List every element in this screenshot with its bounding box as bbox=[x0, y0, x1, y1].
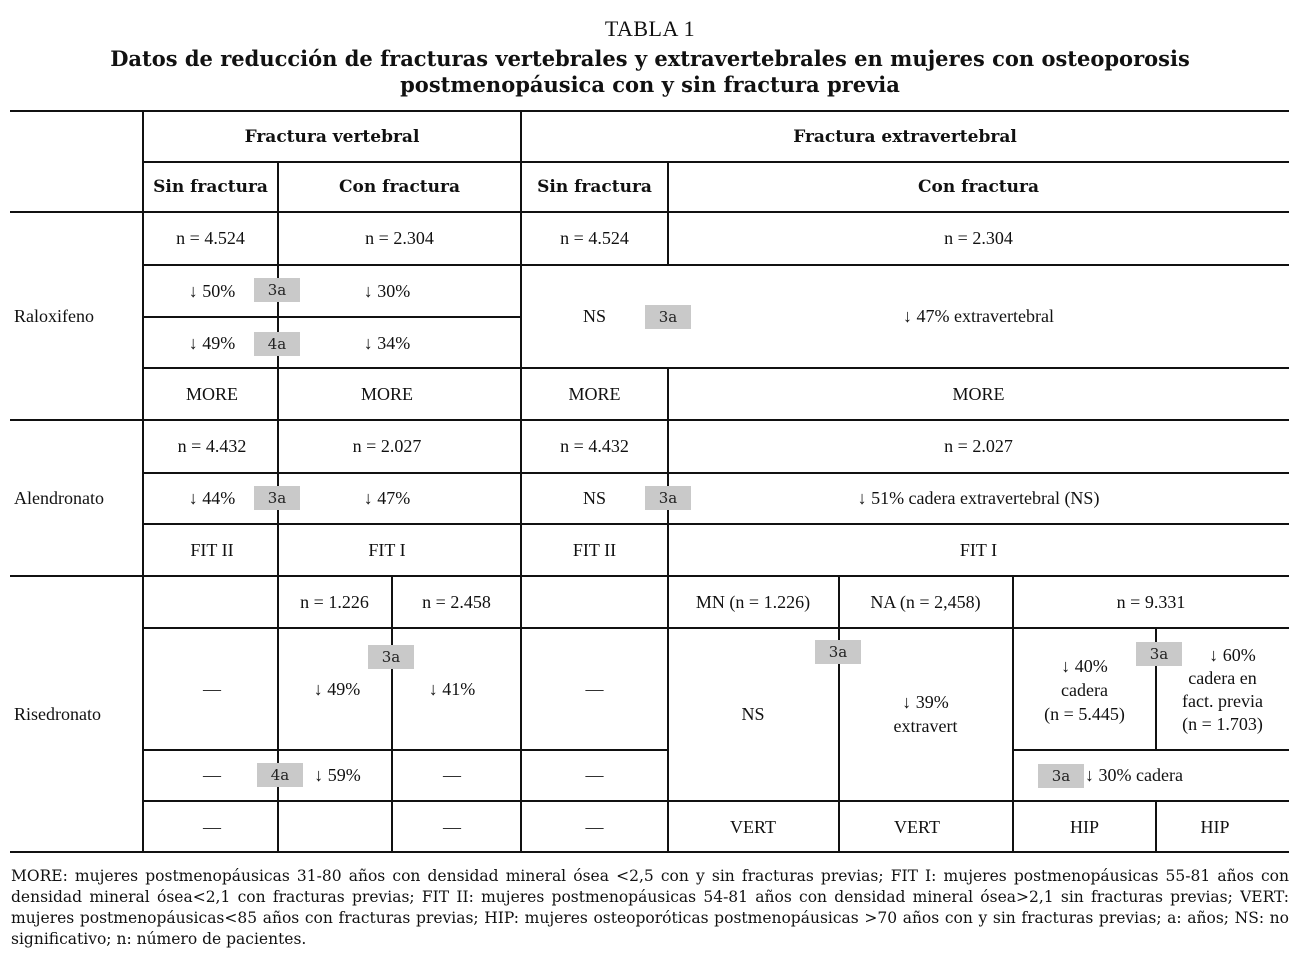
cell: MORE bbox=[952, 383, 1005, 404]
header-v-con-fractura: Con fractura bbox=[339, 176, 460, 197]
cell: NS bbox=[582, 488, 606, 508]
evidence-badge: 3a bbox=[254, 278, 300, 302]
row-label-raloxifeno: Raloxifeno bbox=[14, 305, 94, 326]
evidence-badge: 3a bbox=[368, 645, 414, 669]
cell bbox=[1013, 640, 1156, 740]
cell: FIT I bbox=[959, 539, 998, 560]
cell: n = 2.027 bbox=[944, 436, 1013, 456]
row-label-alendronato: Alendronato bbox=[14, 487, 104, 508]
evidence-badge: 4a bbox=[257, 763, 303, 787]
cell: MN (n = 1.226) bbox=[695, 591, 811, 612]
header-e-sin-fractura: Sin fractura bbox=[537, 176, 652, 197]
cell: — bbox=[203, 765, 221, 785]
header-vertebral: Fractura vertebral bbox=[244, 126, 420, 147]
cell-line: ↓ 40% bbox=[1061, 656, 1108, 676]
evidence-badge: 3a bbox=[1038, 764, 1084, 788]
cell: MORE bbox=[185, 383, 238, 404]
cell: ↓ 59% bbox=[314, 765, 361, 785]
evidence-badge: 3a bbox=[645, 486, 691, 510]
cell: VERT bbox=[730, 816, 776, 837]
cell: VERT bbox=[894, 816, 940, 837]
cell: ↓ 49% bbox=[313, 678, 361, 699]
cell: ↓ 30% bbox=[363, 280, 411, 301]
cell: — bbox=[203, 678, 221, 699]
cell: — bbox=[443, 765, 461, 785]
cell: ↓ 44% bbox=[188, 488, 236, 508]
table-title: Datos de reducción de fracturas vertebrales y extravertebrales en mujeres con osteoporosis postmenopáusica con y sin fractura previa bbox=[110, 46, 1190, 97]
cell: n = 4.432 bbox=[177, 436, 247, 456]
cell: FIT II bbox=[190, 539, 234, 560]
cell: — bbox=[585, 816, 604, 837]
cell: — bbox=[203, 816, 221, 837]
cell: n = 4.432 bbox=[560, 436, 629, 456]
cell: NS bbox=[741, 704, 765, 724]
evidence-badge: 3a bbox=[1136, 642, 1182, 666]
cell: — bbox=[585, 765, 604, 785]
cell: — bbox=[443, 816, 461, 837]
header-e-con-fractura: Con fractura bbox=[918, 176, 1039, 197]
cell: — bbox=[585, 678, 604, 699]
evidence-badge: 4a bbox=[254, 332, 300, 356]
cell: MORE bbox=[568, 383, 621, 404]
cell: n = 2.027 bbox=[352, 436, 422, 456]
cell: MORE bbox=[360, 383, 413, 404]
cell-line: fact. previa bbox=[1182, 691, 1263, 711]
cell-line: (n = 1.703) bbox=[1182, 714, 1263, 734]
cell: ↓ 51% cadera extravertebral (NS) bbox=[857, 488, 1100, 508]
cell: ↓ 30% cadera bbox=[1085, 765, 1183, 785]
cell: n = 4.524 bbox=[560, 228, 629, 248]
cell-line: cadera bbox=[1061, 680, 1108, 700]
cell: n = 9.331 bbox=[1116, 591, 1186, 612]
header-extravertebral: Fractura extravertebral bbox=[793, 126, 1017, 147]
cell: ↓ 34% bbox=[363, 332, 411, 353]
cell bbox=[839, 628, 1012, 800]
cell-line: ↓ 60% bbox=[1209, 645, 1256, 665]
cell-line: ↓ 39% bbox=[902, 692, 949, 712]
cell: ↓ 49% bbox=[188, 332, 236, 353]
cell: n = 2.304 bbox=[365, 228, 434, 248]
cell: n = 2.304 bbox=[944, 228, 1013, 248]
cell: FIT II bbox=[572, 539, 617, 560]
row-label-risedronato: Risedronato bbox=[14, 704, 101, 724]
cell: NS bbox=[582, 306, 606, 326]
header-v-sin-fractura: Sin fractura bbox=[153, 176, 268, 197]
evidence-badge: 3a bbox=[815, 640, 861, 664]
cell: ↓ 47% extravertebral bbox=[903, 306, 1054, 326]
cell: n = 1.226 bbox=[300, 591, 369, 612]
table-number: TABLA 1 bbox=[604, 16, 696, 41]
cell-line: (n = 5.445) bbox=[1044, 704, 1125, 724]
cell: n = 4.524 bbox=[176, 228, 245, 248]
cell: HIP bbox=[1069, 816, 1099, 837]
cell: ↓ 41% bbox=[428, 678, 476, 699]
cell: NA (n = 2,458) bbox=[870, 591, 981, 612]
evidence-badge: 3a bbox=[645, 305, 691, 329]
cell: HIP bbox=[1200, 816, 1230, 837]
footnote: MORE: mujeres postmenopáusicas 31-80 años con densidad mineral ósea <2,5 con y sin fracturas previas; FIT I: mujeres postmenopáusicas 55-81 años con densidad mineral ósea<2,1 con fracturas previas; FIT II: mujeres postmenopáusicas 54-81 años con densidad mineral ósea>2,1 sin fracturas previas; VERT: mujeres postmenopáusicas<85 años con fracturas previas; HIP: mujeres osteoporóticas postmenopáusicas >70 años con y sin fracturas previas; a: años; NS: no significativo; n: número de pacientes. bbox=[11, 867, 1289, 948]
cell: FIT I bbox=[368, 539, 406, 560]
cell: n = 2.458 bbox=[422, 591, 491, 612]
cell-line: extravert bbox=[893, 716, 958, 736]
cell: ↓ 50% bbox=[188, 280, 236, 301]
cell: ↓ 47% bbox=[363, 488, 411, 508]
cell-line: cadera en bbox=[1188, 668, 1257, 688]
evidence-badge: 3a bbox=[254, 486, 300, 510]
